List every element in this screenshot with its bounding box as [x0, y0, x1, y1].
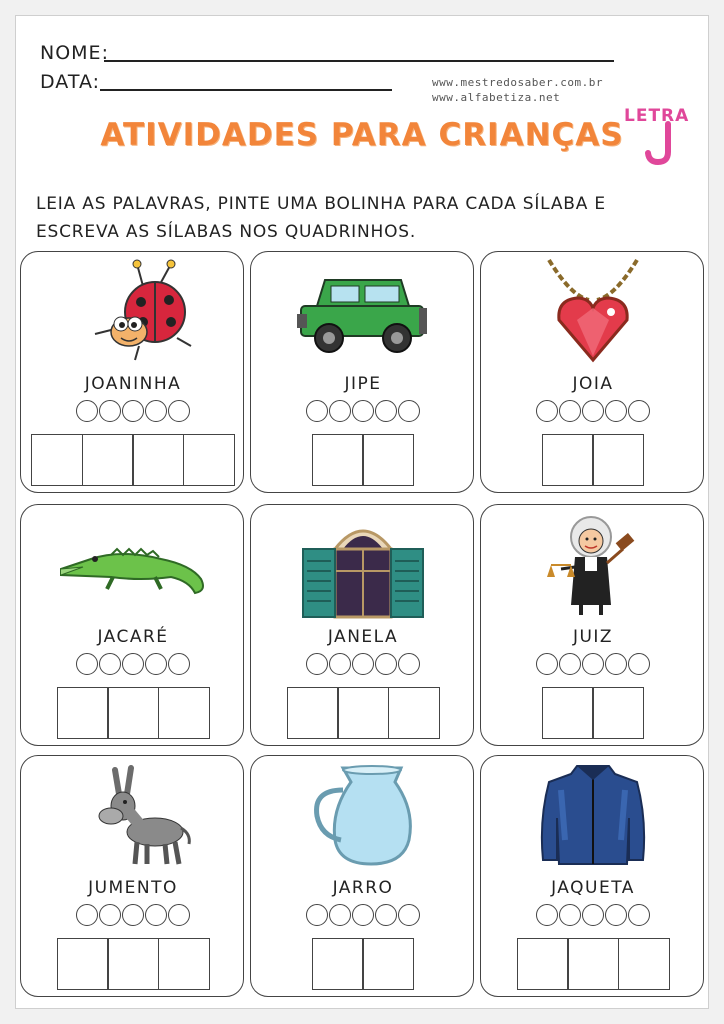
syllable-dot[interactable]	[352, 904, 374, 926]
syllable-dot[interactable]	[605, 904, 627, 926]
syllable-box[interactable]	[567, 938, 619, 990]
syllable-box[interactable]	[517, 938, 569, 990]
card-word: JOANINHA	[84, 374, 182, 394]
ladybug-icon	[21, 256, 245, 366]
syllable-dot[interactable]	[306, 400, 328, 422]
syllable-dot[interactable]	[628, 653, 650, 675]
syllable-dot[interactable]	[582, 400, 604, 422]
syllable-dot[interactable]	[559, 400, 581, 422]
syllable-box[interactable]	[158, 687, 210, 739]
window-icon	[251, 509, 475, 619]
syllable-dot[interactable]	[76, 653, 98, 675]
syllable-dot[interactable]	[99, 400, 121, 422]
card-5	[250, 504, 474, 746]
judge-icon	[481, 509, 705, 619]
syllable-dots	[481, 653, 705, 675]
syllable-dot[interactable]	[536, 400, 558, 422]
syllable-dot[interactable]	[306, 653, 328, 675]
jewel-necklace-icon	[481, 256, 705, 366]
card-1	[20, 251, 244, 493]
card-word: JACARÉ	[97, 627, 169, 647]
syllable-dot[interactable]	[145, 904, 167, 926]
syllable-box[interactable]	[57, 938, 109, 990]
date-line	[100, 89, 392, 91]
syllable-box[interactable]	[362, 434, 414, 486]
syllable-boxes	[481, 434, 705, 486]
syllable-dot[interactable]	[352, 653, 374, 675]
card-word: JUIZ	[572, 627, 614, 647]
instructions-line-1: LEIA AS PALAVRAS, PINTE UMA BOLINHA PARA CADA SÍLABA E	[36, 194, 606, 214]
syllable-box[interactable]	[107, 687, 159, 739]
syllable-dot[interactable]	[168, 904, 190, 926]
site-url-2: www.alfabetiza.net	[432, 91, 561, 104]
syllable-dot[interactable]	[536, 904, 558, 926]
syllable-box[interactable]	[592, 434, 644, 486]
syllable-box[interactable]	[82, 434, 134, 486]
syllable-dot[interactable]	[122, 653, 144, 675]
syllable-dots	[251, 400, 475, 422]
syllable-boxes	[21, 687, 245, 739]
card-8	[250, 755, 474, 997]
syllable-dot[interactable]	[559, 904, 581, 926]
syllable-box[interactable]	[362, 938, 414, 990]
alligator-icon	[21, 509, 245, 619]
syllable-dot[interactable]	[398, 904, 420, 926]
syllable-boxes	[21, 434, 245, 486]
donkey-icon	[21, 760, 245, 870]
syllable-dots	[251, 904, 475, 926]
syllable-box[interactable]	[31, 434, 83, 486]
syllable-box[interactable]	[132, 434, 184, 486]
name-label: NOME:	[40, 42, 109, 64]
card-7	[20, 755, 244, 997]
jug-icon	[251, 760, 475, 870]
date-field[interactable]	[40, 71, 100, 93]
page-title: ATIVIDADES PARA CRIANÇAS	[100, 117, 624, 153]
syllable-dots	[481, 400, 705, 422]
syllable-dots	[21, 400, 245, 422]
syllable-dot[interactable]	[99, 904, 121, 926]
card-6	[480, 504, 704, 746]
letter-j-icon	[640, 118, 680, 168]
syllable-dot[interactable]	[168, 653, 190, 675]
syllable-box[interactable]	[618, 938, 670, 990]
syllable-dot[interactable]	[536, 653, 558, 675]
card-2	[250, 251, 474, 493]
syllable-dots	[21, 904, 245, 926]
syllable-dots	[251, 653, 475, 675]
instructions-line-2: ESCREVA AS SÍLABAS NOS QUADRINHOS.	[36, 222, 417, 242]
syllable-box[interactable]	[287, 687, 339, 739]
card-4	[20, 504, 244, 746]
syllable-boxes	[481, 938, 705, 990]
syllable-dots	[21, 653, 245, 675]
syllable-dot[interactable]	[375, 904, 397, 926]
syllable-dot[interactable]	[628, 904, 650, 926]
syllable-dot[interactable]	[306, 904, 328, 926]
syllable-dot[interactable]	[122, 400, 144, 422]
syllable-dot[interactable]	[375, 653, 397, 675]
jacket-icon	[481, 760, 705, 870]
syllable-box[interactable]	[542, 434, 594, 486]
instructions	[36, 190, 696, 246]
syllable-box[interactable]	[592, 687, 644, 739]
syllable-dot[interactable]	[168, 400, 190, 422]
syllable-dot[interactable]	[559, 653, 581, 675]
name-field[interactable]	[40, 42, 109, 64]
card-word: JAQUETA	[551, 878, 635, 898]
jeep-icon	[251, 256, 475, 366]
syllable-boxes	[251, 687, 475, 739]
syllable-box[interactable]	[312, 434, 364, 486]
card-word: JIPE	[344, 374, 382, 394]
syllable-boxes	[481, 687, 705, 739]
syllable-dot[interactable]	[398, 653, 420, 675]
syllable-box[interactable]	[183, 434, 235, 486]
name-line	[104, 60, 614, 62]
syllable-boxes	[251, 938, 475, 990]
syllable-dot[interactable]	[329, 653, 351, 675]
syllable-dot[interactable]	[76, 400, 98, 422]
syllable-dot[interactable]	[628, 400, 650, 422]
card-3	[480, 251, 704, 493]
syllable-dots	[481, 904, 705, 926]
syllable-dot[interactable]	[329, 904, 351, 926]
syllable-dot[interactable]	[122, 904, 144, 926]
syllable-dot[interactable]	[398, 400, 420, 422]
letra-label: LETRA	[624, 106, 690, 126]
syllable-dot[interactable]	[329, 400, 351, 422]
syllable-box[interactable]	[57, 687, 109, 739]
syllable-dot[interactable]	[605, 653, 627, 675]
syllable-boxes	[251, 434, 475, 486]
syllable-dot[interactable]	[582, 904, 604, 926]
syllable-dot[interactable]	[76, 904, 98, 926]
syllable-dot[interactable]	[605, 400, 627, 422]
site-url-1: www.mestredosaber.com.br	[432, 76, 603, 89]
date-label: DATA:	[40, 71, 101, 93]
syllable-box[interactable]	[337, 687, 389, 739]
syllable-dot[interactable]	[375, 400, 397, 422]
card-word: JUMENTO	[88, 878, 178, 898]
syllable-box[interactable]	[312, 938, 364, 990]
card-9	[480, 755, 704, 997]
syllable-dot[interactable]	[99, 653, 121, 675]
card-word: JARRO	[332, 878, 394, 898]
syllable-dot[interactable]	[352, 400, 374, 422]
card-word: JOIA	[572, 374, 614, 394]
card-word: JANELA	[327, 627, 399, 647]
syllable-box[interactable]	[388, 687, 440, 739]
syllable-boxes	[21, 938, 245, 990]
syllable-dot[interactable]	[145, 400, 167, 422]
syllable-box[interactable]	[542, 687, 594, 739]
syllable-dot[interactable]	[582, 653, 604, 675]
syllable-box[interactable]	[158, 938, 210, 990]
syllable-box[interactable]	[107, 938, 159, 990]
syllable-dot[interactable]	[145, 653, 167, 675]
